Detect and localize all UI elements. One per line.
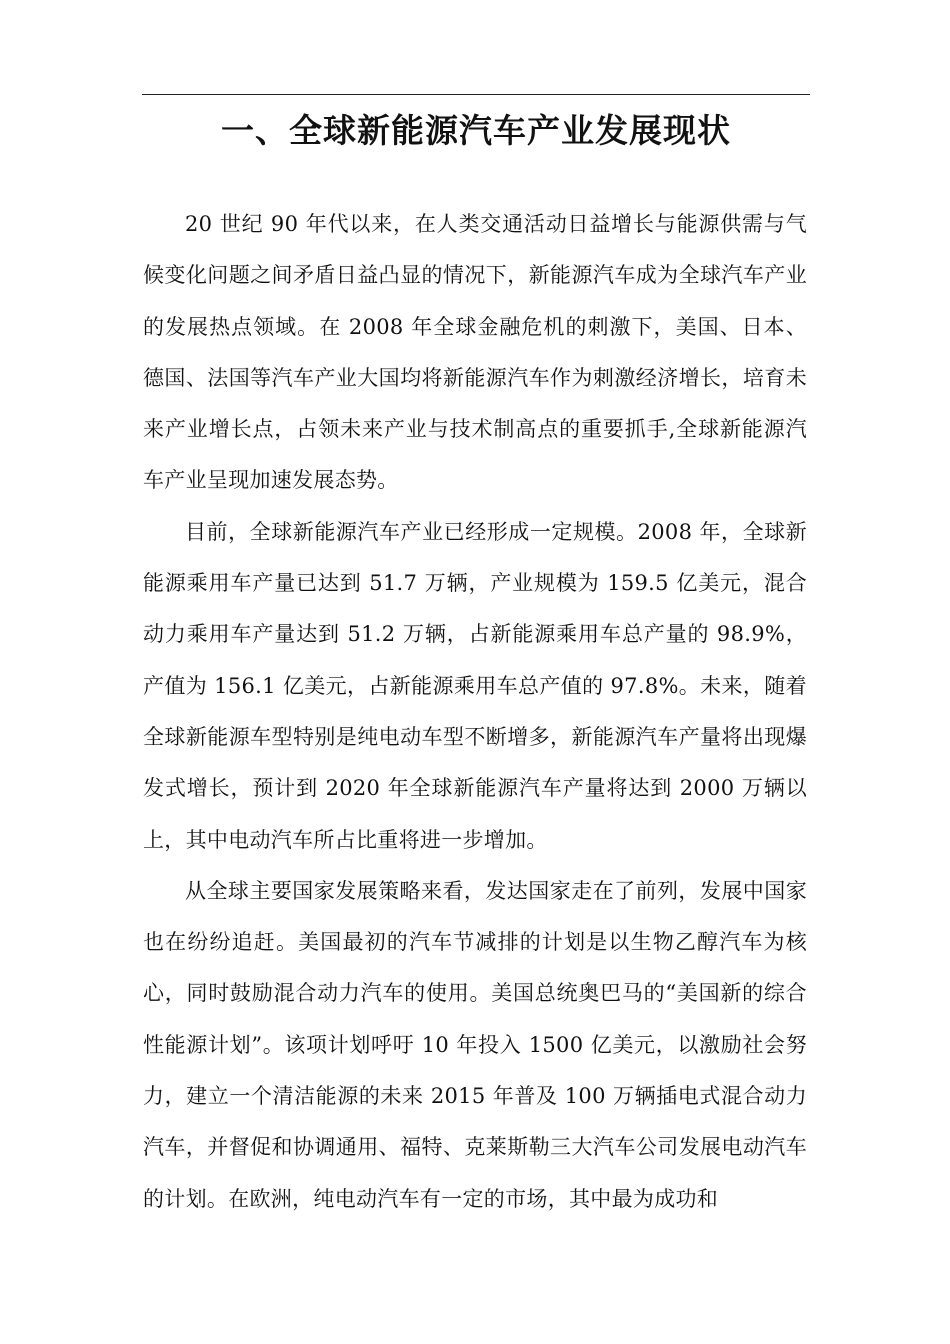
paragraph-2: 目前，全球新能源汽车产业已经形成一定规模。2008 年，全球新能源乘用车产量已达到 51.7 万辆，产业规模为 159.5 亿美元，混合动力乘用车产量达到 51.2 万辆，占新能源乘用车总产量的 98.9%，产值为 156.1 亿美元，占新能源乘用车总产值的 97.8%。未来，随着全球新能源车型特别是纯电动车型不断增多，新能源汽车产量将出现爆发式增长，预计到 2020 年全球新能源汽车产量将达到 2000 万辆以上，其中电动汽车所占比重将进一步增加。 <box>143 519 807 852</box>
header-rule <box>142 94 810 95</box>
section-title: 一、全球新能源汽车产业发展现状 <box>221 111 731 150</box>
paragraph-3: 从全球主要国家发展策略来看，发达国家走在了前列，发展中国家也在纷纷追赶。美国最初的汽车节减排的计划是以生物乙醇汽车为核心，同时鼓励混合动力汽车的使用。美国总统奥巴马的“美国新的综合性能源计划”。该项计划呼吁 10 年投入 1500 亿美元，以激励社会努力，建立一个清洁能源的未来 2015 年普及 100 万辆插电式混合动力汽车，并督促和协调通用、福特、克莱斯勒三大汽车公司发展电动汽车的计划。在欧洲，纯电动汽车有一定的市场，其中最为成功和 <box>143 878 807 1211</box>
body-text <box>143 199 807 1225</box>
paragraph-1: 20 世纪 90 年代以来，在人类交通活动日益增长与能源供需与气候变化问题之间矛盾日益凸显的情况下，新能源汽车成为全球汽车产业的发展热点领域。在 2008 年全球金融危机的刺激下，美国、日本、德国、法国等汽车产业大国均将新能源汽车作为刺激经济增长，培育未来产业增长点，占领未来产业与技术制高点的重要抓手,全球新能源汽车产业呈现加速发展态势。 <box>143 212 807 493</box>
